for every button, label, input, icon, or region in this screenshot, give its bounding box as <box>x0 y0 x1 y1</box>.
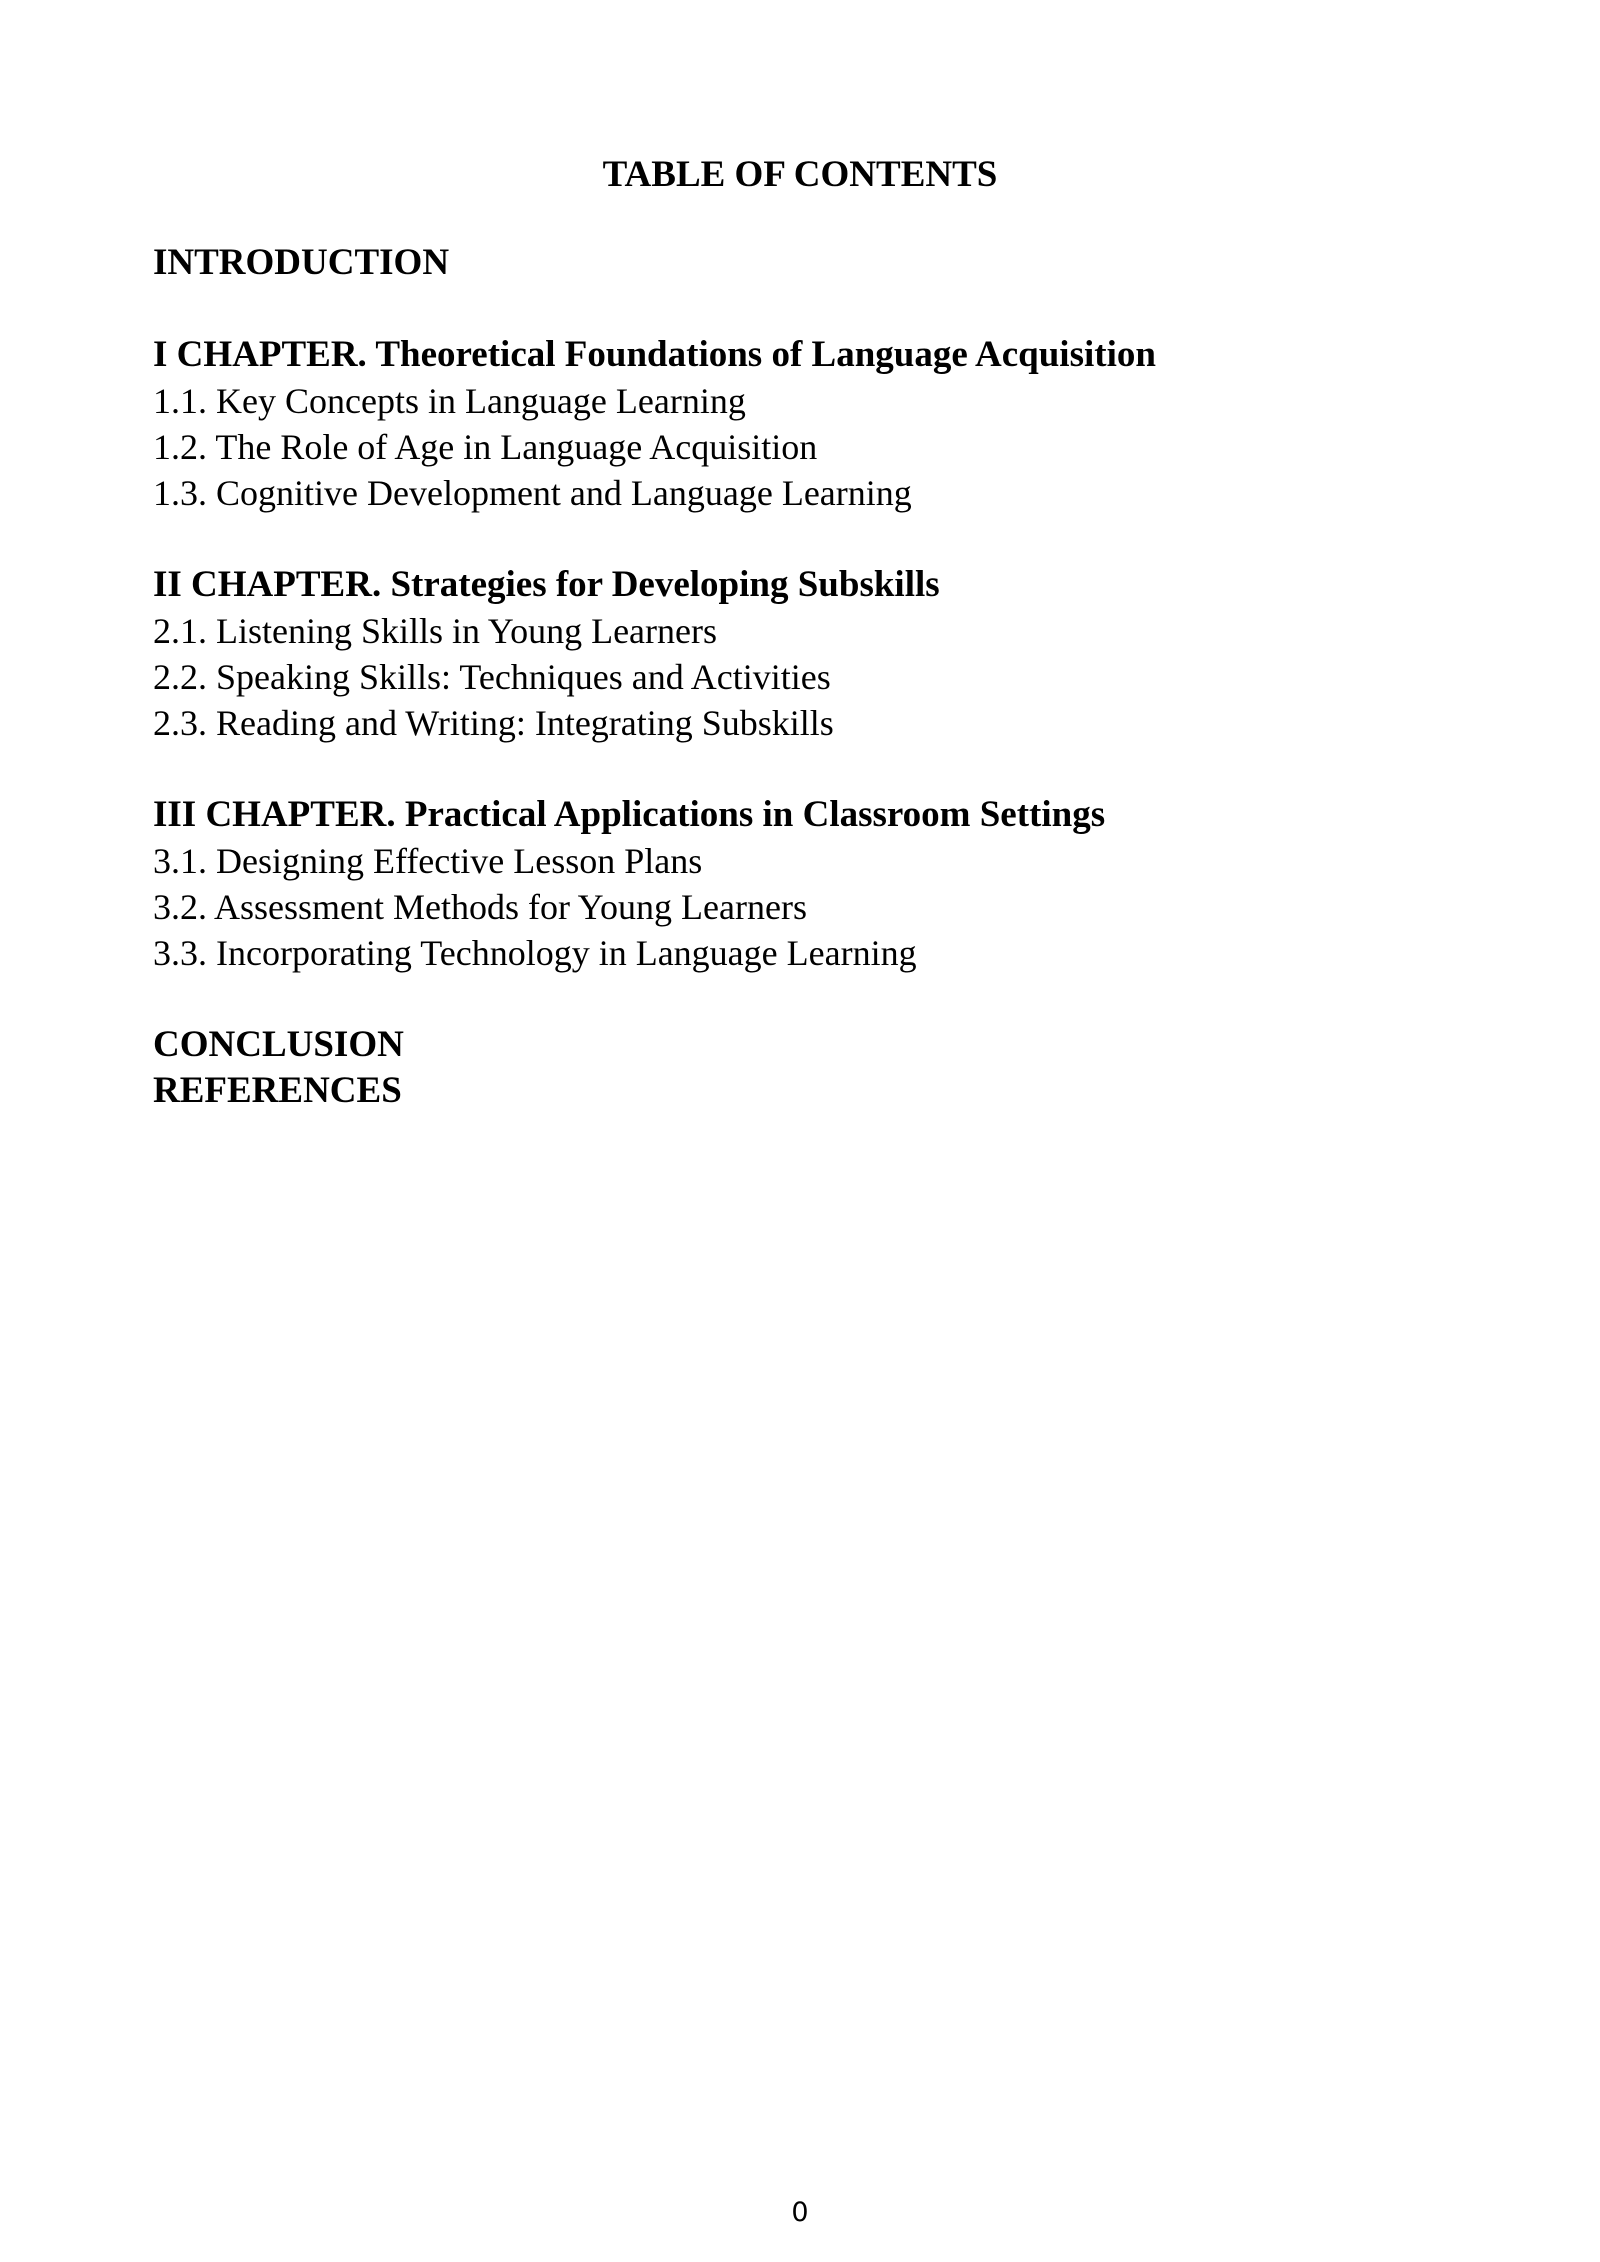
section-entry: 2.1. Listening Skills in Young Learners <box>153 611 717 651</box>
toc-entry-introduction: INTRODUCTION <box>153 242 450 283</box>
back-matter <box>153 1022 1453 1114</box>
chapter-3 <box>153 792 1453 976</box>
section-entry: 3.2. Assessment Methods for Young Learners <box>153 887 807 927</box>
section-entry: 3.3. Incorporating Technology in Language Learning <box>153 933 917 973</box>
section-entry: 1.2. The Role of Age in Language Acquisition <box>153 427 818 467</box>
chapter-heading: III CHAPTER. Practical Applications in Classroom Settings <box>153 794 1106 835</box>
chapter-heading: I CHAPTER. Theoretical Foundations of Language Acquisition <box>153 334 1156 375</box>
section-entry: 2.3. Reading and Writing: Integrating Subskills <box>153 703 834 743</box>
section-entry: 1.1. Key Concepts in Language Learning <box>153 381 746 421</box>
toc-title: TABLE OF CONTENTS <box>602 154 998 195</box>
section-entry: 2.2. Speaking Skills: Techniques and Activities <box>153 657 831 697</box>
toc-entry-references: REFERENCES <box>153 1070 402 1111</box>
chapter-heading: II CHAPTER. Strategies for Developing Subskills <box>153 564 940 605</box>
toc-entry-conclusion: CONCLUSION <box>153 1024 404 1065</box>
toc-body <box>153 240 1453 1114</box>
section-entry: 1.3. Cognitive Development and Language Learning <box>153 473 912 513</box>
chapter-2 <box>153 562 1453 746</box>
chapter-1 <box>153 332 1453 516</box>
section-entry: 3.1. Designing Effective Lesson Plans <box>153 841 703 881</box>
page-number: 0 <box>791 2197 809 2228</box>
